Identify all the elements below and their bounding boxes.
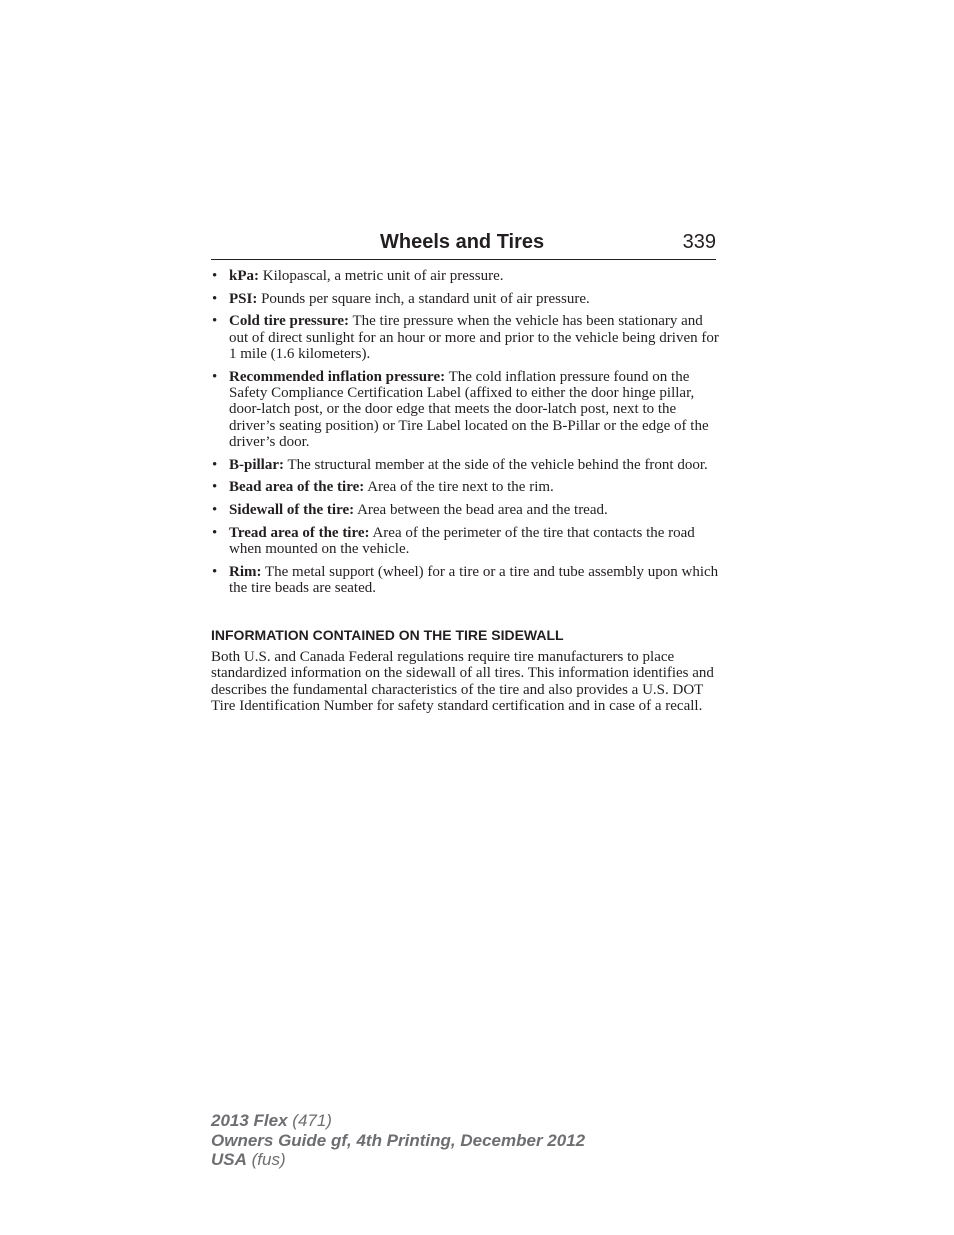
bullet-icon: •	[212, 268, 218, 284]
footer-model: 2013 Flex	[211, 1111, 288, 1130]
bullet-icon: •	[212, 524, 218, 541]
definition-text: Kilopascal, a metric unit of air pressure.	[262, 268, 504, 284]
definition-term: kPa:	[229, 268, 259, 284]
definition-text: Pounds per square inch, a standard unit of air pressure.	[261, 290, 590, 307]
bullet-icon: •	[212, 563, 218, 580]
list-item	[211, 502, 721, 518]
bullet-icon: •	[212, 368, 218, 385]
definitions-list	[211, 268, 721, 603]
page-title: Wheels and Tires	[380, 231, 545, 253]
bullet-icon: •	[212, 456, 218, 473]
footer-market-code: (fus)	[246, 1150, 286, 1169]
definition-text: The cold inflation pressure found on the Safety Compliance Certification Label (affixed to either the door hinge pillar, door-latch post, or the door edge that meets the door-latch post, next to the driver’s seating position) or Tire Label located on the B-Pillar or the edge of the driver’s door.	[229, 368, 709, 451]
section-body: Both U.S. and Canada Federal regulations require tire manufacturers to place standardized information on the sidewall of all tires. This information identifies and describes the fundamental characteristics of the tire and also provides a U.S. DOT Tire Identification Number for safety standard certification and in case of a recall.	[211, 649, 714, 715]
definition-text: Area between the bead area and the tread.	[357, 502, 608, 518]
definition-term: Recommended inflation pressure:	[229, 368, 446, 385]
bullet-icon: •	[212, 502, 218, 518]
list-item	[211, 525, 721, 558]
list-item	[211, 268, 721, 284]
page-header	[211, 228, 716, 260]
list-item	[211, 564, 721, 597]
definition-term: PSI:	[229, 290, 258, 307]
bullet-icon: •	[212, 479, 218, 496]
definition-text: Area of the tire next to the rim.	[367, 479, 554, 496]
page-footer	[211, 1111, 585, 1170]
page-number: 339	[682, 231, 716, 253]
definition-text: The tire pressure when the vehicle has been stationary and out of direct sunlight for an hour or more and prior to the vehicle being driven for 1 mile (1.6 kilometers).	[229, 313, 719, 362]
footer-line-market	[211, 1150, 585, 1170]
definition-term: Rim:	[229, 563, 262, 580]
definition-term: Cold tire pressure:	[229, 313, 349, 330]
list-item	[211, 313, 721, 362]
list-item	[211, 479, 721, 495]
definition-text: The structural member at the side of the vehicle behind the front door.	[287, 456, 708, 473]
definition-text: The metal support (wheel) for a tire or a tire and tube assembly upon which the tire beads are seated.	[229, 563, 719, 596]
footer-line-model	[211, 1111, 585, 1131]
definition-term: Sidewall of the tire:	[229, 502, 355, 518]
definition-term: B-pillar:	[229, 456, 284, 473]
definition-term: Tread area of the tire:	[229, 524, 370, 541]
footer-model-code: (471)	[287, 1111, 332, 1130]
definition-term: Bead area of the tire:	[229, 479, 365, 496]
list-item	[211, 291, 721, 307]
list-item	[211, 369, 721, 451]
bullet-icon: •	[212, 313, 218, 330]
list-item	[211, 457, 721, 473]
bullet-icon: •	[212, 290, 218, 307]
section-heading: INFORMATION CONTAINED ON THE TIRE SIDEWALL	[211, 627, 564, 643]
footer-market: USA	[211, 1150, 247, 1169]
definition-text: Area of the perimeter of the tire that contacts the road when mounted on the vehicle.	[229, 524, 695, 557]
footer-printing: Owners Guide gf, 4th Printing, December 2012	[211, 1130, 586, 1150]
